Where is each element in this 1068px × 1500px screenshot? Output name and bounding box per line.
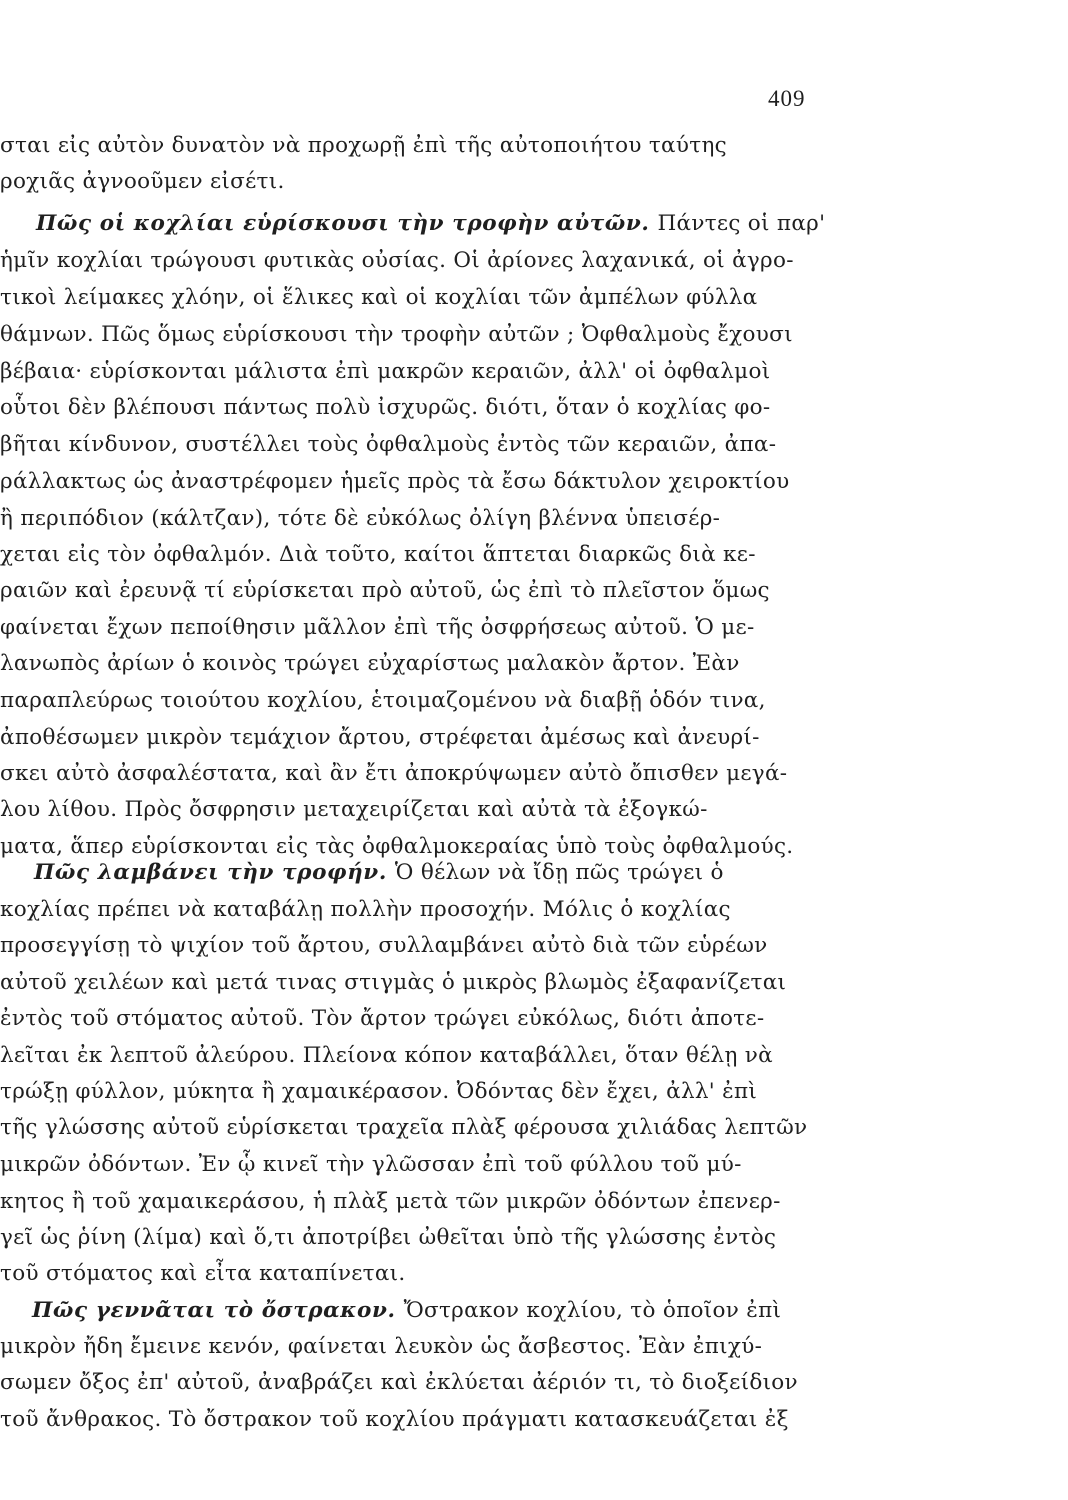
line-text: Ὁ θέλων νὰ ἴδῃ πῶς τρώγει ὁ [394, 860, 724, 885]
text-line: φαίνεται ἔχων πεποίθησιν μᾶλλον ἐπὶ τῆς ὀσφρήσεως αὐτοῦ. Ὁ με- [0, 615, 755, 640]
text-line: ἀποθέσωμεν μικρὸν τεμάχιον ἄρτου, στρέφεται ἀμέσως καὶ ἀνευρί- [0, 725, 760, 750]
section-heading: Πῶς γεννᾶται τὸ ὄστρακον. [32, 1298, 396, 1323]
text-line: θάμνων. Πῶς ὅμως εὑρίσκουσι τὴν τροφὴν αὐτῶν ; Ὀφθαλμοὺς ἔχουσι [0, 322, 793, 347]
text-line [32, 1300, 781, 1322]
text-line: σται εἰς αὐτὸν δυνατὸν νὰ προχωρῇ ἐπὶ τῆς αὐτοποιήτου ταύτης [0, 133, 727, 158]
text-line: παραπλεύρως τοιούτου κοχλίου, ἑτοιμαζομένου νὰ διαβῇ ὁδόν τινα, [0, 688, 766, 713]
text-line [36, 213, 825, 235]
text-line: βέβαια· εὑρίσκονται μάλιστα ἐπὶ μακρῶν κεραιῶν, ἀλλ' οἱ ὀφθαλμοὶ [0, 359, 771, 384]
text-line: σκει αὐτὸ ἀσφαλέστατα, καὶ ἂν ἔτι ἀποκρύψωμεν αὐτὸ ὄπισθεν μεγά- [0, 761, 788, 786]
text-line: μικρῶν ὀδόντων. Ἐν ᾧ κινεῖ τὴν γλῶσσαν ἐπὶ τοῦ φύλλου τοῦ μύ- [0, 1152, 742, 1177]
text-line: ροχιᾶς ἀγνοοῦμεν εἰσέτι. [0, 169, 285, 194]
text-line: κητος ἢ τοῦ χαμαικεράσου, ἡ πλὰξ μετὰ τῶν μικρῶν ὀδόντων ἐπενερ- [0, 1189, 781, 1214]
text-line: ράλλακτως ὡς ἀναστρέφομεν ἡμεῖς πρὸς τὰ ἔσω δάκτυλον χειροκτίου [0, 469, 790, 494]
text-line [34, 862, 724, 884]
text-line: ραιῶν καὶ ἐρευνᾷ τί εὑρίσκεται πρὸ αὐτοῦ, ὡς ἐπὶ τὸ πλεῖστον ὅμως [0, 578, 770, 603]
text-line: κοχλίας πρέπει νὰ καταβάλῃ πολλὴν προσοχήν. Μόλις ὁ κοχλίας [0, 897, 731, 922]
text-line: ματα, ἅπερ εὑρίσκονται εἰς τὰς ὀφθαλμοκεραίας ὑπὸ τοὺς ὀφθαλμούς. [0, 834, 794, 859]
text-line: προσεγγίσῃ τὸ ψιχίον τοῦ ἄρτου, συλλαμβάνει αὐτὸ διὰ τῶν εὑρέων [0, 933, 768, 958]
text-line: ἐντὸς τοῦ στόματος αὐτοῦ. Τὸν ἄρτον τρώγει εὐκόλως, διότι ἀποτε- [0, 1006, 765, 1031]
section-heading: Πῶς οἱ κοχλίαι εὑρίσκουσι τὴν τροφὴν αὐτῶν. [36, 211, 650, 236]
text-line: οὗτοι δὲν βλέπουσι πάντως πολὺ ἰσχυρῶς. διότι, ὅταν ὁ κοχλίας φο- [0, 395, 771, 420]
text-line: αὐτοῦ χειλέων καὶ μετά τινας στιγμὰς ὁ μικρὸς βλωμὸς ἐξαφανίζεται [0, 970, 787, 995]
text-line: μικρὸν ἤδη ἔμεινε κενόν, φαίνεται λευκὸν ὡς ἄσβεστος. Ἐὰν ἐπιχύ- [0, 1334, 763, 1359]
text-line: χεται εἰς τὸν ὀφθαλμόν. Διὰ τοῦτο, καίτοι ἅπτεται διαρκῶς διὰ κε- [0, 542, 756, 567]
text-line: λανωπὸς ἀρίων ὁ κοινὸς τρώγει εὐχαρίστως μαλακὸν ἄρτον. Ἐὰν [0, 651, 740, 676]
text-line: τρώξῃ φύλλον, μύκητα ἢ χαμαικέρασον. Ὀδόντας δὲν ἔχει, ἀλλ' ἐπὶ [0, 1079, 758, 1104]
text-line: λεῖται ἐκ λεπτοῦ ἀλεύρου. Πλείονα κόπον καταβάλλει, ὅταν θέλῃ νὰ [0, 1043, 773, 1068]
text-line: γεῖ ὡς ῥίνη (λίμα) καὶ ὅ,τι ἀποτρίβει ὠθεῖται ὑπὸ τῆς γλώσσης ἐντὸς [0, 1225, 777, 1250]
text-line: τοῦ στόματος καὶ εἶτα καταπίνεται. [0, 1261, 406, 1286]
text-line: σωμεν ὄξος ἐπ' αὐτοῦ, ἀναβράζει καὶ ἐκλύεται ἀέριόν τι, τὸ διοξείδιον [0, 1370, 798, 1395]
text-line: βῆται κίνδυνον, συστέλλει τοὺς ὀφθαλμοὺς ἐντὸς τῶν κεραιῶν, ἀπα- [0, 432, 777, 457]
text-line: τῆς γλώσσης αὐτοῦ εὑρίσκεται τραχεῖα πλὰξ φέρουσα χιλιάδας λεπτῶν [0, 1115, 808, 1140]
text-line: ἡμῖν κοχλίαι τρώγουσι φυτικὰς οὐσίας. Οἱ ἀρίονες λαχανικά, οἱ ἀγρο- [0, 248, 794, 273]
text-line: λου λίθου. Πρὸς ὄσφρησιν μεταχειρίζεται καὶ αὐτὰ τὰ ἐξογκώ- [0, 797, 708, 822]
text-line: ἢ περιπόδιον (κάλτζαν), τότε δὲ εὐκόλως ὀλίγη βλέννα ὑπεισέρ- [0, 506, 721, 531]
page-number: 409 [768, 86, 806, 111]
section-heading: Πῶς λαμβάνει τὴν τροφήν. [34, 860, 387, 885]
line-text: Ὄστρακον κοχλίου, τὸ ὁποῖον ἐπὶ [403, 1298, 782, 1323]
text-line: τικοὶ λείμακες χλόην, οἱ ἕλικες καὶ οἱ κοχλίαι τῶν ἀμπέλων φύλλα [0, 285, 758, 310]
text-line: τοῦ ἄνθρακος. Τὸ ὄστρακον τοῦ κοχλίου πράγματι κατασκευάζεται ἐξ [0, 1407, 789, 1432]
line-text: Πάντες οἱ παρ' [657, 211, 826, 236]
